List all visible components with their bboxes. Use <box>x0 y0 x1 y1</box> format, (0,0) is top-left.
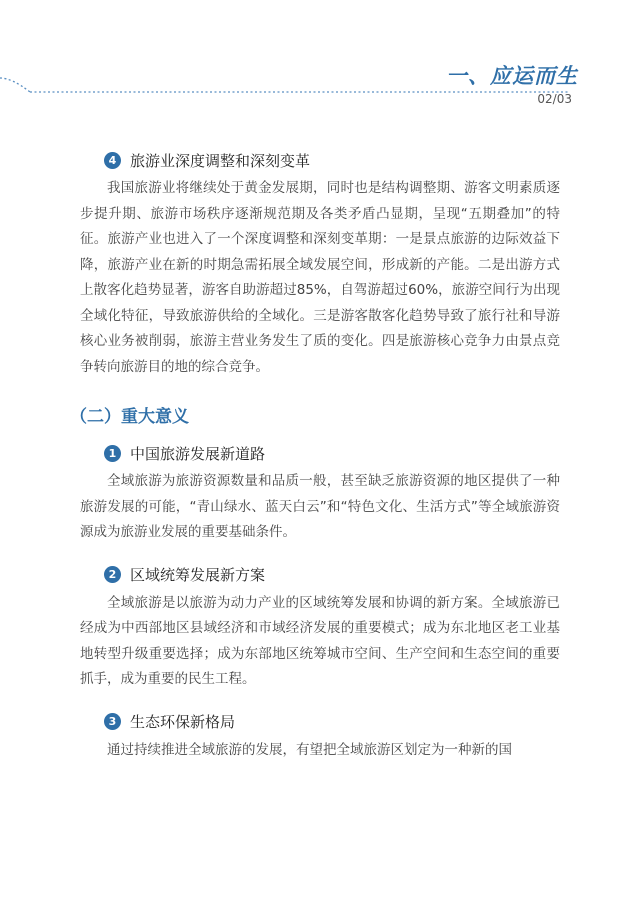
section-heading: （二）重大意义 <box>70 407 189 427</box>
subsection-1 <box>80 442 560 546</box>
number-badge-icon: 2 <box>104 566 121 583</box>
body-paragraph: 全域旅游是以旅游为动力产业的区域统筹发展和协调的新方案。全域旅游已经成为中西部地区县域经济和市域经济发展的重要模式；成为东北地区老工业基地转型升级重要选择；成为东部地区统筹城市空间、生产空间和生态空间的重要抓手，成为重要的民生工程。 <box>80 594 560 687</box>
subsection-heading <box>80 149 560 171</box>
subsection-heading <box>80 442 560 464</box>
body-paragraph: 全域旅游为旅游资源数量和品质一般，甚至缺乏旅游资源的地区提供了一种旅游发展的可能，“青山绿水、蓝天白云”和“特色文化、生活方式”等全域旅游资源成为旅游业发展的重要基础条件。 <box>80 473 560 540</box>
subsection-heading <box>80 711 560 733</box>
subsection-title: 生态环保新格局 <box>130 713 236 731</box>
page-header <box>0 0 640 110</box>
page-number: 02/03 <box>537 92 572 106</box>
number-badge-icon: 1 <box>104 445 121 462</box>
body-paragraph: 我国旅游业将继续处于黄金发展期，同时也是结构调整期、游客文明素质逐步提升期、旅游市场秩序逐渐规范期及各类矛盾凸显期，呈现“五期叠加”的特征。旅游产业也进入了一个深度调整和深刻变革期：一是景点旅游的边际效益下降，旅游产业在新的时期急需拓展全域发展空间，形成新的产能。二是出游方式上散客化趋势显著，游客自助游超过85%，自驾游超过60%，旅游空间行为出现全域化特征，导致旅游供给的全域化。三是游客散客化趋势导致了旅行社和导游核心业务被削弱，旅游主营业务发生了质的变化。四是旅游核心竞争力由景点竞争转向旅游目的地的综合竞争。 <box>80 180 560 375</box>
subsection-title: 区域统筹发展新方案 <box>130 566 266 584</box>
subsection-title: 旅游业深度调整和深刻变革 <box>130 151 311 170</box>
number-badge-icon: 4 <box>104 152 121 169</box>
chapter-title: 一、应运而生 <box>446 64 578 88</box>
subsection-heading <box>80 564 560 586</box>
subsection-4 <box>80 149 560 380</box>
number-badge-icon: 3 <box>104 713 121 730</box>
subsection-2 <box>80 564 560 693</box>
main-content <box>70 135 560 763</box>
subsection-title: 中国旅游发展新道路 <box>130 444 266 463</box>
body-paragraph: 通过持续推进全域旅游的发展，有望把全域旅游区划定为一种新的国 <box>107 741 512 758</box>
subsection-3 <box>80 711 560 764</box>
